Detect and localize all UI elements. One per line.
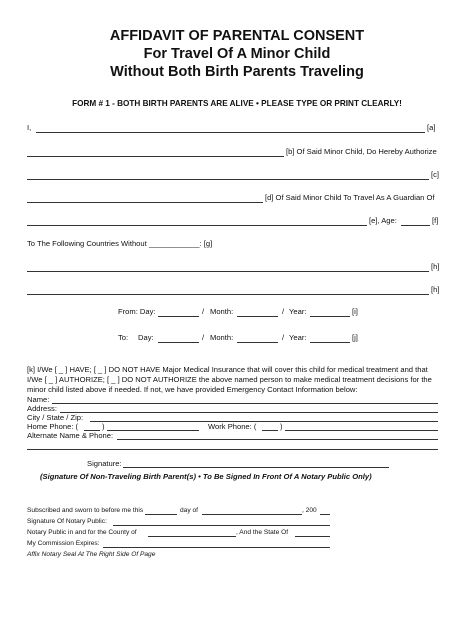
form-title-line-2: For Travel Of A Minor Child (143, 46, 331, 62)
from-year-line[interactable] (310, 316, 350, 317)
commission-label: My Commission Expires: (27, 540, 100, 547)
insurance-line-1: [k] I/We [ _ ] HAVE; [ _ ] DO NOT HAVE Major Medical Insurance that will cover this child for medical treatment and that (27, 365, 428, 374)
work-phone-line[interactable] (285, 430, 438, 431)
contact-city-line[interactable] (90, 421, 438, 422)
guardian-relationship-line[interactable] (27, 202, 263, 203)
age-line[interactable] (401, 225, 430, 226)
field-h-marker: [h] (431, 262, 440, 271)
relationship-line[interactable] (27, 156, 284, 157)
form-title: AFFIDAVIT OF PARENTAL CONSENT (109, 28, 365, 44)
notary-state-line[interactable] (295, 536, 330, 537)
from-day-label: From: Day: (118, 307, 156, 316)
field-b-marker: [b] Of Said Minor Child, Do Hereby Authorize (286, 147, 437, 156)
to-month-label: Month: (210, 333, 234, 342)
contact-address-line[interactable] (60, 412, 438, 413)
to-label: To: (118, 333, 129, 342)
notary-day-line[interactable] (145, 514, 177, 515)
child-name-line[interactable] (27, 225, 367, 226)
to-day-label: Day: (138, 333, 154, 342)
to-year-line[interactable] (310, 342, 350, 343)
alternate-contact-line[interactable] (117, 439, 438, 440)
year-prefix: , 200 (302, 507, 317, 514)
home-phone-label: Home Phone: ( (27, 422, 79, 431)
day-of-label: day of (180, 507, 198, 514)
field-e-marker: [e], Age: (369, 216, 397, 225)
field-a-marker: [a] (427, 123, 436, 132)
field-j-marker: [j] (352, 333, 358, 342)
subscribed-label: Subscribed and sworn to before me this (27, 507, 144, 514)
from-year-label: Year: (289, 307, 307, 316)
field-c-marker: [c] (431, 170, 440, 179)
to-month-line[interactable] (237, 342, 278, 343)
countries-label: To The Following Countries Without ____________: [g] (27, 239, 213, 248)
signature-label: Signature: (87, 459, 122, 468)
form-subtitle: FORM # 1 - BOTH BIRTH PARENTS ARE ALIVE • PLEASE TYPE OR PRINT CLEARLY! (72, 99, 402, 108)
notary-state-label: , And the State Of (236, 529, 289, 536)
contact-name-line[interactable] (52, 403, 438, 404)
notary-year-line[interactable] (320, 514, 330, 515)
alternate-contact-line-2[interactable] (27, 449, 438, 450)
to-day-line[interactable] (158, 342, 199, 343)
field-h-marker-2: [h] (431, 285, 440, 294)
from-month-line[interactable] (237, 316, 278, 317)
guardian-name-line[interactable] (27, 179, 429, 180)
contact-name-label: Name: (27, 395, 50, 404)
contact-city-label: City / State / Zip: (27, 413, 84, 422)
commission-line[interactable] (103, 547, 330, 548)
notary-signature-label: Signature Of Notary Public: (27, 518, 107, 525)
from-day-line[interactable] (158, 316, 199, 317)
work-phone-area-line[interactable] (262, 430, 278, 431)
countries-line-1[interactable] (27, 271, 429, 272)
work-phone-label: Work Phone: ( (208, 422, 257, 431)
insurance-line-3: minor child listed above if needed. If not, we have provided Emergency Contact Information below: (27, 385, 358, 394)
insurance-line-2: I/We [ _ ] AUTHORIZE; [ _ ] DO NOT AUTHORIZE the above named person to make medical treatment decisions for the (27, 375, 432, 384)
notary-county-label: Notary Public in and for the County of (27, 529, 137, 536)
form-title-line-3: Without Both Birth Parents Traveling (110, 64, 364, 80)
alternate-contact-label: Alternate Name & Phone: (27, 431, 114, 440)
notary-county-line[interactable] (148, 536, 236, 537)
i-label: I, (27, 123, 32, 132)
from-month-label: Month: (210, 307, 234, 316)
signature-line[interactable] (123, 467, 389, 468)
notary-signature-line[interactable] (113, 525, 330, 526)
contact-address-label: Address: (27, 404, 57, 413)
field-f-marker: [f] (432, 216, 439, 225)
notary-seal-note: Affix Notary Seal At The Right Side Of Page (27, 551, 156, 558)
countries-line-2[interactable] (27, 294, 429, 295)
field-i-marker: [i] (352, 307, 358, 316)
home-phone-line[interactable] (107, 430, 199, 431)
signature-note: (Signature Of Non-Traveling Birth Parent(s) • To Be Signed In Front Of A Notary Public Only) (40, 472, 372, 481)
notary-month-line[interactable] (202, 514, 302, 515)
field-d-marker: [d] Of Said Minor Child To Travel As A Guardian Of (265, 193, 435, 202)
parent-name-line[interactable] (36, 132, 425, 133)
to-year-label: Year: (289, 333, 307, 342)
